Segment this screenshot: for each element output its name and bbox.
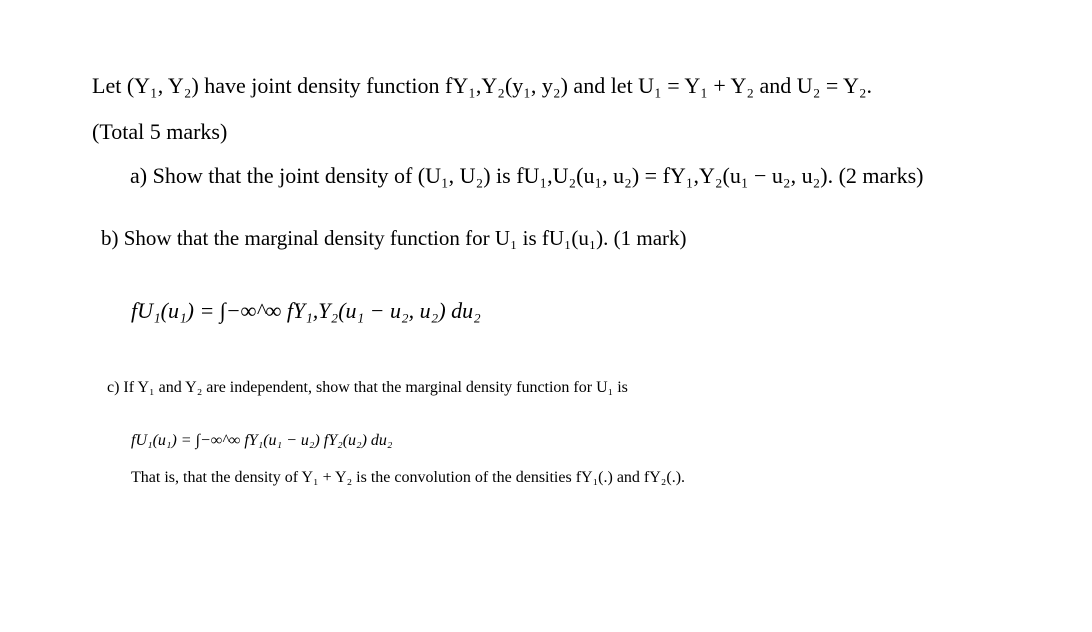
part-b-formula: fU₁(u₁) = ∫−∞^∞ fY₁,Y₂(u₁ − u₂, u₂) du₂ [131,298,481,323]
part-b: b) Show that the marginal density function for U₁ is fU₁(u₁). (1 mark) [101,226,687,250]
conclusion: That is, that the density of Y₁ + Y₂ is the convolution of the densities fY₁(.) and fY₂(.). [131,469,686,486]
problem-intro: Let (Y₁, Y₂) have joint density function fY₁,Y₂(y₁, y₂) and let U₁ = Y₁ + Y₂ and U₂ = Y₂. [92,73,873,98]
part-a: a) Show that the joint density of (U₁, U₂) is fU₁,U₂(u₁, u₂) = fY₁,Y₂(u₁ − u₂, u₂). (2 marks) [130,163,924,188]
part-c-formula: fU₁(u₁) = ∫−∞^∞ fY₁(u₁ − u₂) fY₂(u₂) du₂ [131,432,393,449]
part-c: c) If Y₁ and Y₂ are independent, show that the marginal density function for U₁ is [107,379,628,396]
total-marks: (Total 5 marks) [92,119,228,144]
